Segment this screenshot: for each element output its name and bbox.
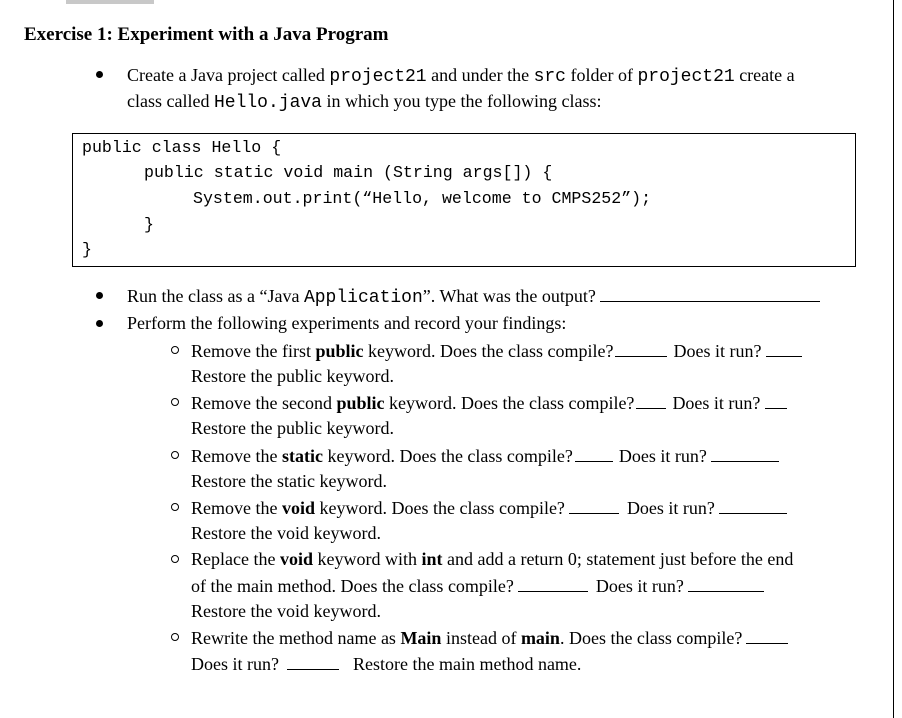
application-term: Application — [303, 288, 423, 308]
run-answer-blank[interactable] — [287, 652, 339, 670]
run-text: Run the class as a “Java — [127, 286, 304, 306]
experiment-text: Remove the — [191, 446, 282, 466]
keyword: int — [421, 549, 443, 569]
intro-text: class called — [127, 91, 214, 111]
experiment-text: Replace the — [191, 549, 280, 569]
experiment-text: keyword. Does the class compile? — [384, 393, 635, 413]
code-line: public static void main (String args[]) { — [144, 163, 553, 182]
restore-line: Restore the public keyword. — [191, 418, 394, 438]
code-box — [72, 133, 856, 267]
experiment-6-cont — [191, 652, 581, 675]
run-answer-blank[interactable] — [688, 574, 764, 592]
restore-line: Restore the static keyword. — [191, 471, 387, 491]
circle-bullet-icon — [171, 346, 179, 354]
experiment-text: and add a return 0; statement just before the end — [442, 549, 794, 569]
experiment-text: Remove the — [191, 498, 282, 518]
run-question: Does it run? — [673, 341, 762, 361]
keyword: public — [336, 393, 385, 413]
compile-answer-blank[interactable] — [518, 574, 588, 592]
intro-line-1 — [127, 64, 795, 88]
keyword: Main — [400, 628, 442, 648]
experiment-text: keyword. Does the class compile? — [363, 341, 614, 361]
restore-line: Restore the public keyword. — [191, 366, 394, 386]
experiment-5-cont — [191, 574, 764, 597]
bullet-icon — [96, 320, 103, 327]
run-question: Does it run? — [618, 446, 707, 466]
run-question: Does it run? — [595, 576, 684, 596]
keyword: public — [315, 341, 364, 361]
project-name: project21 — [329, 67, 427, 87]
code-line: } — [144, 215, 154, 234]
keyword: void — [279, 549, 313, 569]
run-answer-blank[interactable] — [719, 496, 787, 514]
compile-answer-blank[interactable] — [569, 496, 619, 514]
experiment-1 — [191, 339, 802, 362]
exercise-title: Exercise 1: Experiment with a Java Program — [24, 24, 389, 45]
experiment-text: keyword. Does the class compile? — [315, 498, 565, 518]
compile-answer-blank[interactable] — [746, 626, 788, 644]
experiment-2 — [191, 391, 787, 414]
project-name: project21 — [637, 67, 735, 87]
run-answer-blank[interactable] — [711, 444, 779, 462]
experiment-text: . Does the class compile? — [559, 628, 743, 648]
intro-text: in which you type the following class: — [322, 91, 602, 111]
restore-text: Restore the main method name. — [352, 654, 582, 674]
experiment-text: Rewrite the method name as — [191, 628, 401, 648]
top-edge-rule — [66, 0, 154, 4]
experiment-3 — [191, 444, 779, 467]
bullet-icon — [96, 292, 103, 299]
keyword: static — [281, 446, 323, 466]
experiment-text: of the main method. Does the class compile? — [191, 576, 514, 596]
circle-bullet-icon — [171, 398, 179, 406]
keyword: main — [520, 628, 560, 648]
compile-answer-blank[interactable] — [575, 444, 613, 462]
experiment-text: Remove the second — [191, 393, 337, 413]
experiment-5 — [191, 548, 793, 570]
intro-text: and under the — [426, 65, 534, 85]
circle-bullet-icon — [171, 633, 179, 641]
code-line: System.out.print(“Hello, welcome to CMPS252”); — [193, 189, 652, 208]
compile-answer-blank[interactable] — [636, 391, 666, 409]
run-answer-blank[interactable] — [766, 339, 802, 357]
keyword: void — [281, 498, 315, 518]
intro-text: create a — [734, 65, 795, 85]
run-text: ”. What was the output? — [422, 286, 596, 306]
file-name: Hello.java — [213, 93, 322, 113]
run-question: Does it run? — [191, 654, 279, 674]
perform-line: Perform the following experiments and record your findings: — [127, 313, 567, 333]
run-question: Does it run? — [672, 393, 761, 413]
restore-line: Restore the void keyword. — [191, 601, 381, 621]
code-line: } — [82, 240, 92, 259]
code-line: public class Hello { — [82, 138, 282, 157]
run-answer-blank[interactable] — [765, 391, 787, 409]
compile-answer-blank[interactable] — [615, 339, 667, 357]
run-question — [127, 284, 820, 309]
intro-text: folder of — [565, 65, 638, 85]
intro-text: Create a Java project called — [127, 65, 330, 85]
experiment-text: Remove the first — [191, 341, 316, 361]
right-edge-rule — [893, 0, 894, 718]
experiment-text: keyword. Does the class compile? — [322, 446, 573, 466]
experiment-4 — [191, 496, 787, 519]
experiment-6 — [191, 626, 788, 649]
restore-line: Restore the void keyword. — [191, 523, 381, 543]
answer-blank[interactable] — [600, 284, 820, 302]
src-folder: src — [533, 67, 566, 87]
bullet-icon — [96, 71, 103, 78]
intro-line-2 — [127, 90, 601, 114]
circle-bullet-icon — [171, 503, 179, 511]
run-question: Does it run? — [626, 498, 715, 518]
experiment-text: instead of — [441, 628, 521, 648]
experiment-text: keyword with — [312, 549, 422, 569]
circle-bullet-icon — [171, 555, 179, 563]
circle-bullet-icon — [171, 451, 179, 459]
